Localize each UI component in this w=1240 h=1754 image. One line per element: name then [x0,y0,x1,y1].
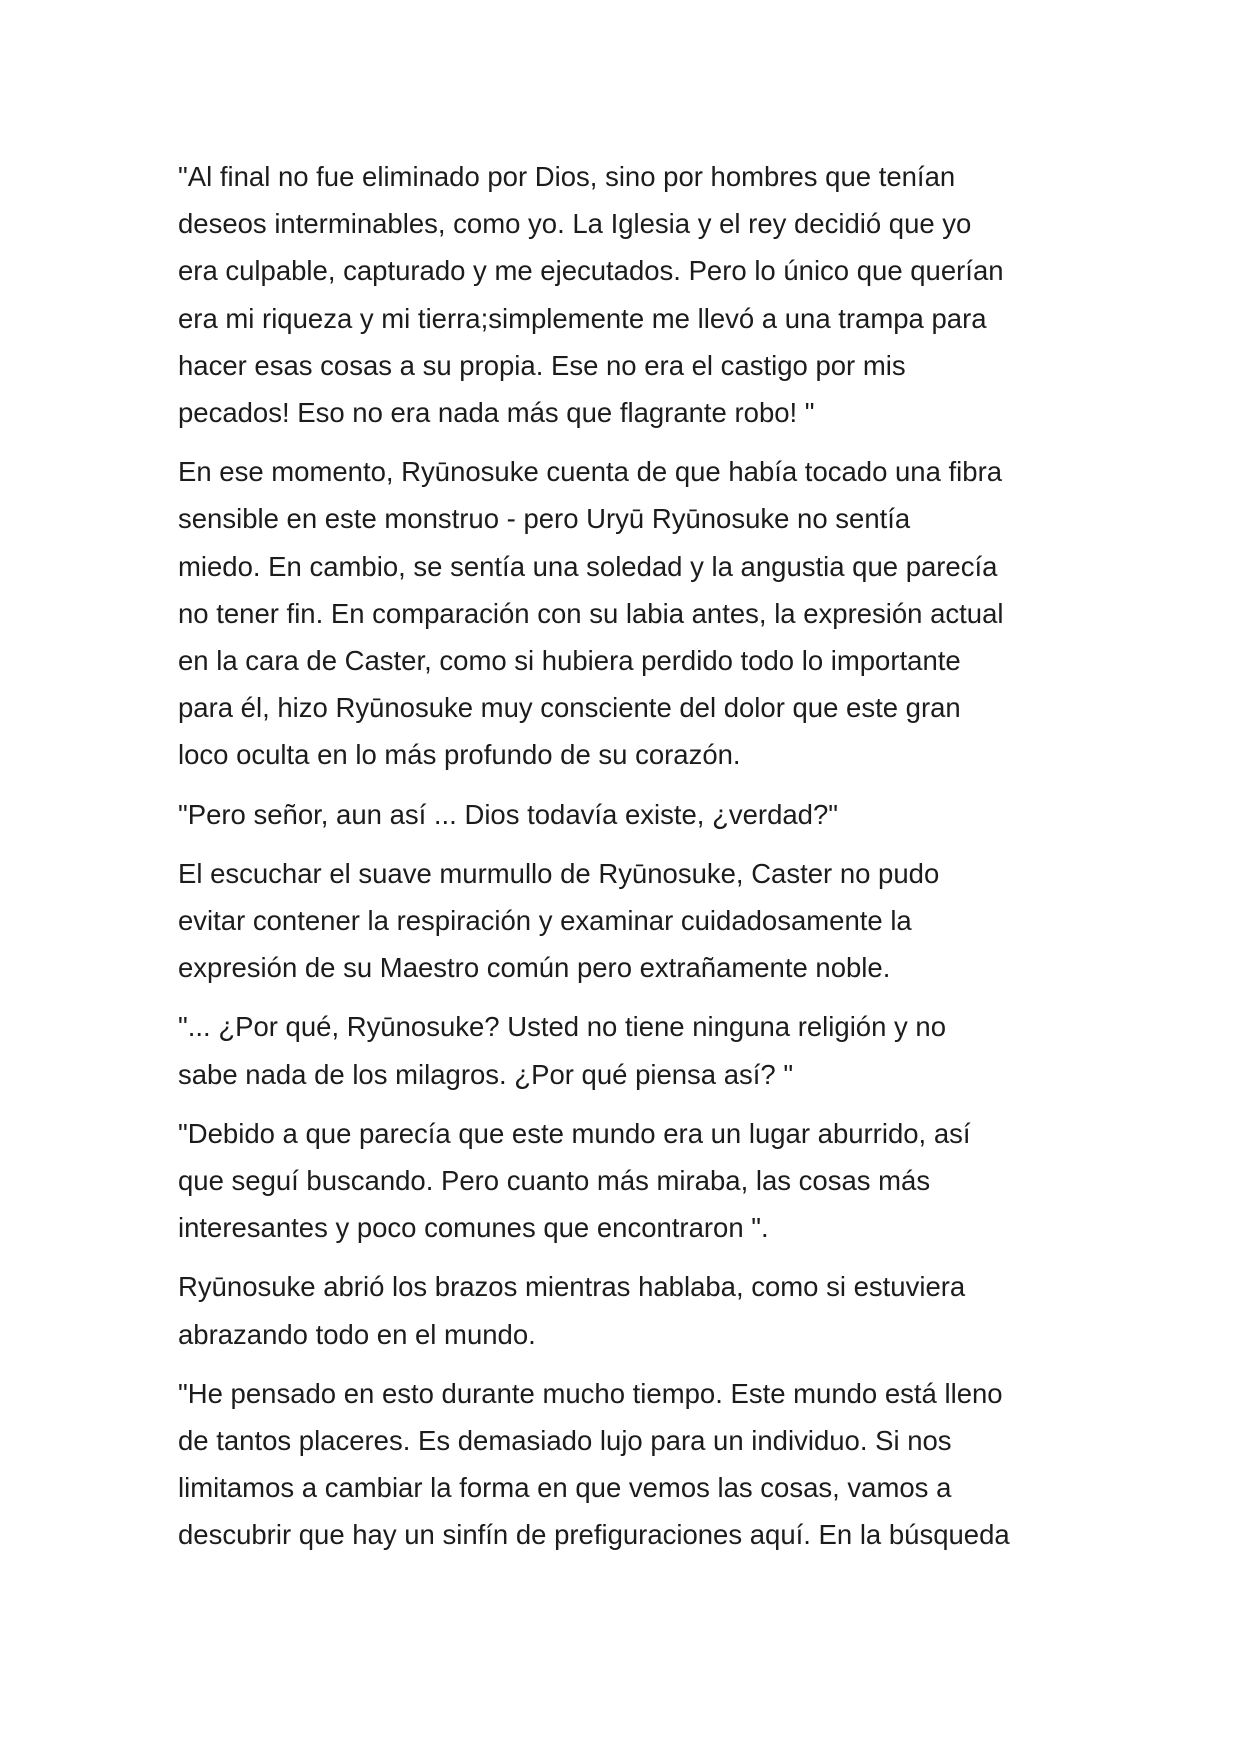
paragraph [178,153,1078,436]
text-line: hacer esas cosas a su propia. Ese no era el castigo por mis [178,349,906,381]
text-line: "Debido a que parecía que este mundo era un lugar aburrido, así [178,1117,971,1149]
text-line: "He pensado en esto durante mucho tiempo. Este mundo está lleno [178,1377,1003,1409]
text-line: era mi riqueza y mi tierra;simplemente me llevó a una trampa para [178,302,987,334]
text-line: El escuchar el suave murmullo de Ryūnosuke, Caster no pudo [178,857,940,889]
text-line: expresión de su Maestro común pero extrañamente noble. [178,952,891,984]
text-line: que seguí buscando. Pero cuanto más miraba, las cosas más [178,1165,931,1197]
text-line: "Pero señor, aun así ... Dios todavía existe, ¿verdad?" [178,798,839,830]
text-line: era culpable, capturado y me ejecutados. Pero lo único que querían [178,255,1004,287]
text-line: "... ¿Por qué, Ryūnosuke? Usted no tiene ninguna religión y no [178,1011,947,1043]
text-line: loco oculta en lo más profundo de su corazón. [178,739,741,771]
text-line: sabe nada de los milagros. ¿Por qué piensa así? " [178,1058,794,1090]
text-line: limitamos a cambiar la forma en que vemos las cosas, vamos a [178,1472,952,1504]
paragraph [178,850,1078,992]
text-line: no tener fin. En comparación con su labia antes, la expresión actual [178,597,1004,629]
paragraph [178,448,1078,778]
text-line: Ryūnosuke abrió los brazos mientras hablaba, como si estuviera [178,1271,966,1303]
text-line: interesantes y poco comunes que encontraron ". [178,1212,769,1244]
text-line: miedo. En cambio, se sentía una soledad y la angustia que parecía [178,550,998,582]
text-line: deseos interminables, como yo. La Iglesia y el rey decidió que yo [178,208,972,240]
text-line: evitar contener la respiración y examinar cuidadosamente la [178,905,912,937]
text-line: En ese momento, Ryūnosuke cuenta de que había tocado una fibra [178,456,1003,488]
paragraph [178,791,1078,838]
text-line: pecados! Eso no era nada más que flagrante robo! " [178,397,815,429]
paragraph [178,1370,1078,1559]
text-line: abrazando todo en el mundo. [178,1318,536,1350]
text-line: descubrir que hay un sinfín de prefiguraciones aquí. En la búsqueda [178,1519,1010,1551]
text-line: "Al final no fue eliminado por Dios, sino por hombres que tenían [178,161,956,192]
paragraph [178,1263,1078,1357]
text-line: sensible en este monstruo - pero Uryū Ryūnosuke no sentía [178,503,911,535]
text-line: para él, hizo Ryūnosuke muy consciente del dolor que este gran [178,692,961,724]
text-line: de tantos placeres. Es demasiado lujo para un individuo. Si nos [178,1425,952,1457]
text-line: en la cara de Caster, como si hubiera perdido todo lo importante [178,645,961,677]
body-text [178,153,1078,1571]
paragraph [178,1003,1078,1097]
paragraph [178,1110,1078,1252]
